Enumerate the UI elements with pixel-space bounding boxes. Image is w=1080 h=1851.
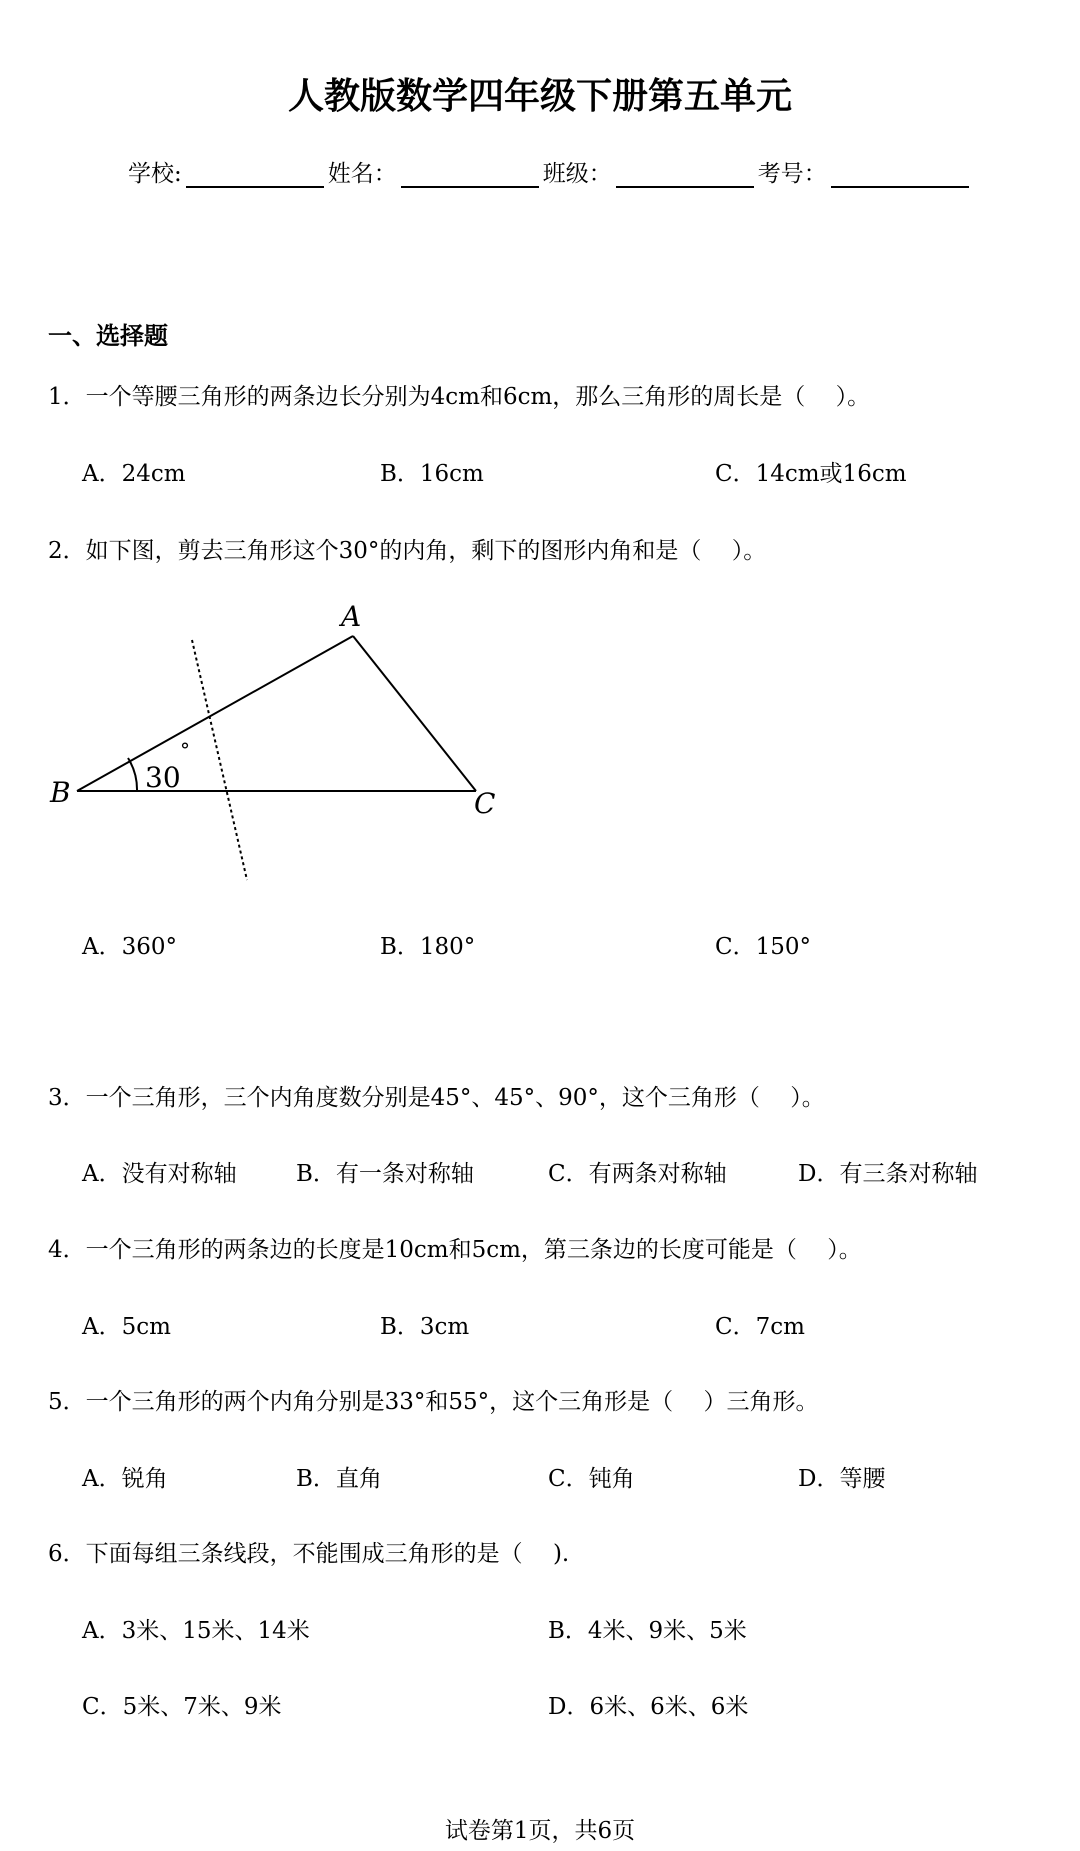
question-3-option-d: D．有三条对称轴: [798, 1161, 978, 1187]
exam-number-label: 考号：: [757, 161, 827, 187]
vertex-label-c: C: [474, 787, 496, 820]
cut-line: [192, 640, 247, 880]
side-ba: [77, 636, 353, 791]
question-5-option-c: C．钝角: [548, 1466, 635, 1492]
name-blank: [401, 164, 539, 188]
angle-arc: [128, 758, 137, 791]
question-6-stem: 6．下面每组三条线段，不能围成三角形的是（ ).: [48, 1541, 570, 1567]
question-3-option-b: B．有一条对称轴: [296, 1161, 474, 1187]
question-4-option-b: B．3cm: [380, 1314, 470, 1340]
question-4-stem: 4．一个三角形的两条边的长度是10cm和5cm，第三条边的长度可能是（ ）。: [48, 1237, 862, 1263]
question-1-stem: 1．一个等腰三角形的两条边长分别为4cm和6cm，那么三角形的周长是（ ）。: [48, 384, 871, 410]
question-1-option-c: C．14cm或16cm: [715, 461, 907, 487]
side-ac: [353, 636, 476, 791]
question-4-option-a: A．5cm: [82, 1314, 171, 1340]
question-5-option-b: B．直角: [296, 1466, 382, 1492]
school-blank: [186, 164, 324, 188]
question-5-option-a: A．锐角: [82, 1466, 168, 1492]
question-1-option-b: B．16cm: [380, 461, 484, 487]
question-4-option-c: C．7cm: [715, 1314, 805, 1340]
exam-number-blank: [831, 164, 969, 188]
question-6-option-a: A．3米、15米、14米: [82, 1618, 310, 1644]
question-3-option-a: A．没有对称轴: [82, 1161, 237, 1187]
degree-mark: °: [180, 738, 190, 762]
class-blank: [616, 164, 754, 188]
page-title: 人教版数学四年级下册第五单元: [287, 76, 792, 117]
question-6-option-c: C．5米、7米、9米: [82, 1694, 282, 1720]
name-label: 姓名：: [327, 161, 397, 187]
vertex-label-b: B: [50, 776, 71, 809]
student-info-row: [128, 155, 973, 188]
page-footer: 试卷第1页，共6页: [444, 1818, 636, 1844]
section-heading: 一、选择题: [48, 322, 168, 350]
class-label: 班级：: [542, 161, 612, 187]
question-5-option-d: D．等腰: [798, 1466, 886, 1492]
question-6-option-d: D．6米、6米、6米: [548, 1694, 749, 1720]
question-2-stem: 2．如下图，剪去三角形这个30°的内角，剩下的图形内角和是（ ）。: [48, 538, 767, 564]
question-2-option-a: A．360°: [82, 934, 178, 960]
question-3-option-c: C．有两条对称轴: [548, 1161, 727, 1187]
vertex-label-a: A: [341, 600, 362, 633]
angle-label: 30: [145, 761, 181, 794]
question-5-stem: 5．一个三角形的两个内角分别是33°和55°，这个三角形是（ ）三角形。: [48, 1389, 819, 1415]
triangle-figure: [0, 590, 560, 900]
question-6-option-b: B．4米、9米、5米: [548, 1618, 747, 1644]
question-2-option-c: C．150°: [715, 934, 811, 960]
school-label: 学校:: [128, 161, 182, 187]
question-3-stem: 3．一个三角形，三个内角度数分别是45°、45°、90°，这个三角形（ ）。: [48, 1085, 825, 1111]
question-2-option-b: B．180°: [380, 934, 476, 960]
question-1-option-a: A．24cm: [82, 461, 186, 487]
